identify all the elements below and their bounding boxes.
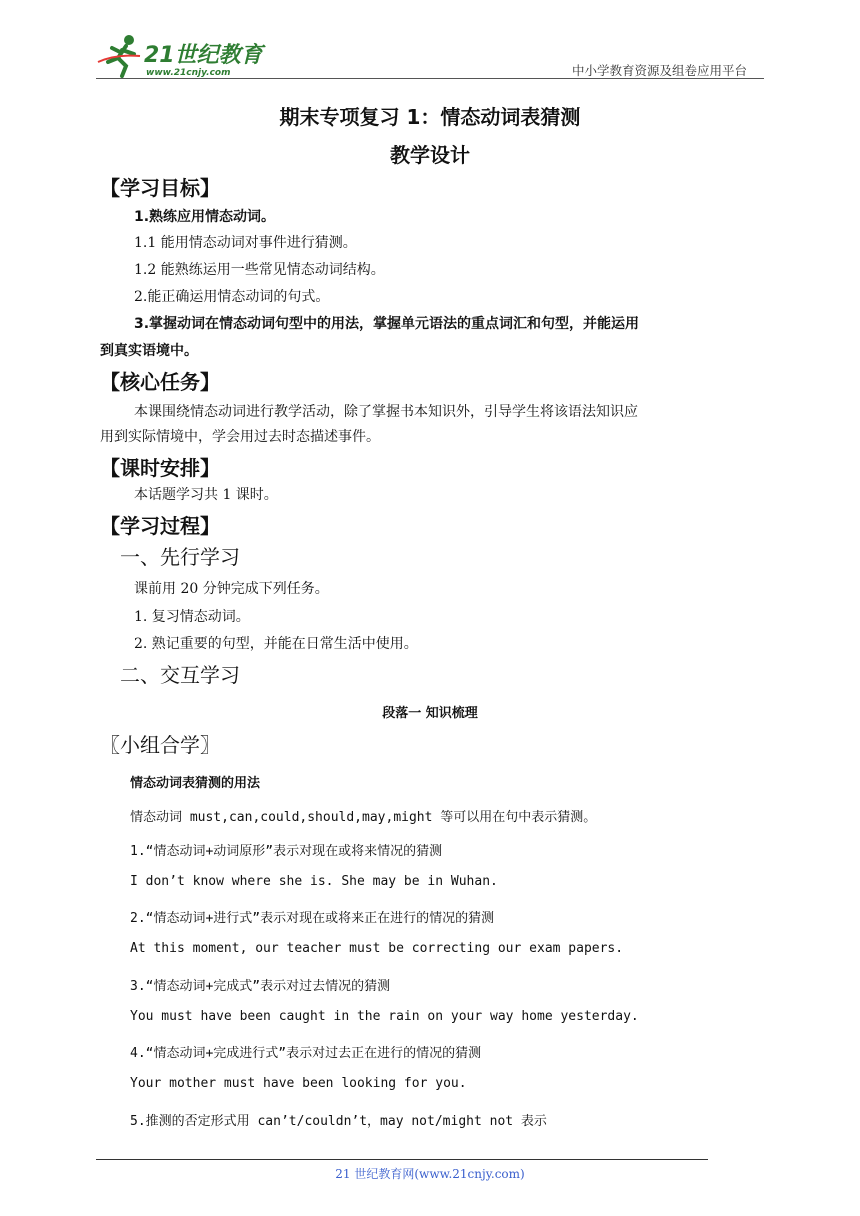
part2-heading: 二、交互学习 [120,663,240,687]
document-title: 期末专项复习 1：情态动词表猜测 [279,105,581,129]
content-subtitle: 情态动词表猜测的用法 [130,776,261,791]
content-intro: 情态动词 must,can,could,should,may,might 等可以用在句中表示猜测。 [130,810,597,825]
objective-3-line1: 3.掌握动词在情态动词句型中的用法，掌握单元语法的重点词汇和句型，并能运用 [134,316,640,332]
logo-url: www.21cnjy.com [146,68,231,78]
rule-3: 3.“情态动词+完成式”表示对过去情况的猜测 [130,979,391,994]
group-heading: 〖小组合学〗 [100,733,220,757]
example-2: At this moment, our teacher must be correcting our exam papers. [130,941,624,956]
objective-1-2: 1.2 能熟练运用一些常见情态动词结构。 [134,262,385,278]
section-heading-core: 【核心任务】 [100,370,220,394]
rule-1: 1.“情态动词+动词原形”表示对现在或将来情况的猜测 [130,844,443,859]
part1-intro: 课前用 20 分钟完成下列任务。 [134,581,329,597]
section-heading-schedule: 【课时安排】 [100,456,220,480]
section-heading-objectives: 【学习目标】 [100,176,220,200]
platform-name: 中小学教育资源及组卷应用平台 [572,63,748,78]
paragraph-title: 段落一 知识梳理 [382,706,478,721]
schedule-text: 本话题学习共 1 课时。 [134,487,278,503]
footer-divider [96,1159,708,1160]
rule-2: 2.“情态动词+进行式”表示对现在或将来正在进行的情况的猜测 [130,911,495,926]
core-text-line2: 用到实际情境中，学会用过去时态描述事件。 [100,429,380,445]
section-heading-process: 【学习过程】 [100,514,220,538]
running-man-icon [96,32,266,78]
logo-text: 21世纪教育 [144,43,263,68]
objective-1: 1.熟练应用情态动词。 [134,209,276,225]
header-divider [96,78,764,79]
example-3: You must have been caught in the rain on your way home yesterday. [130,1009,639,1024]
objective-1-1: 1.1 能用情态动词对事件进行猜测。 [134,235,357,251]
objective-3-line2: 到真实语境中。 [100,343,198,359]
footer-link[interactable]: 21 世纪教育网(www.21cnjy.com) [335,1167,525,1181]
core-text-line1: 本课围绕情态动词进行教学活动，除了掌握书本知识外，引导学生将该语法知识应 [134,404,638,420]
example-1: I don’t know where she is. She may be in Wuhan. [130,874,498,889]
site-logo [96,32,266,78]
part1-item-2: 2. 熟记重要的句型，并能在日常生活中使用。 [134,636,418,652]
part1-heading: 一、先行学习 [120,545,240,569]
document-subtitle: 教学设计 [390,143,470,167]
rule-4: 4.“情态动词+完成进行式”表示对过去正在进行的情况的猜测 [130,1046,482,1061]
part1-item-1: 1. 复习情态动词。 [134,609,250,625]
objective-2: 2.能正确运用情态动词的句式。 [134,289,330,305]
rule-5: 5.推测的否定形式用 can’t/couldn’t，may not/might not 表示 [130,1114,547,1129]
example-4: Your mother must have been looking for you. [130,1076,467,1091]
